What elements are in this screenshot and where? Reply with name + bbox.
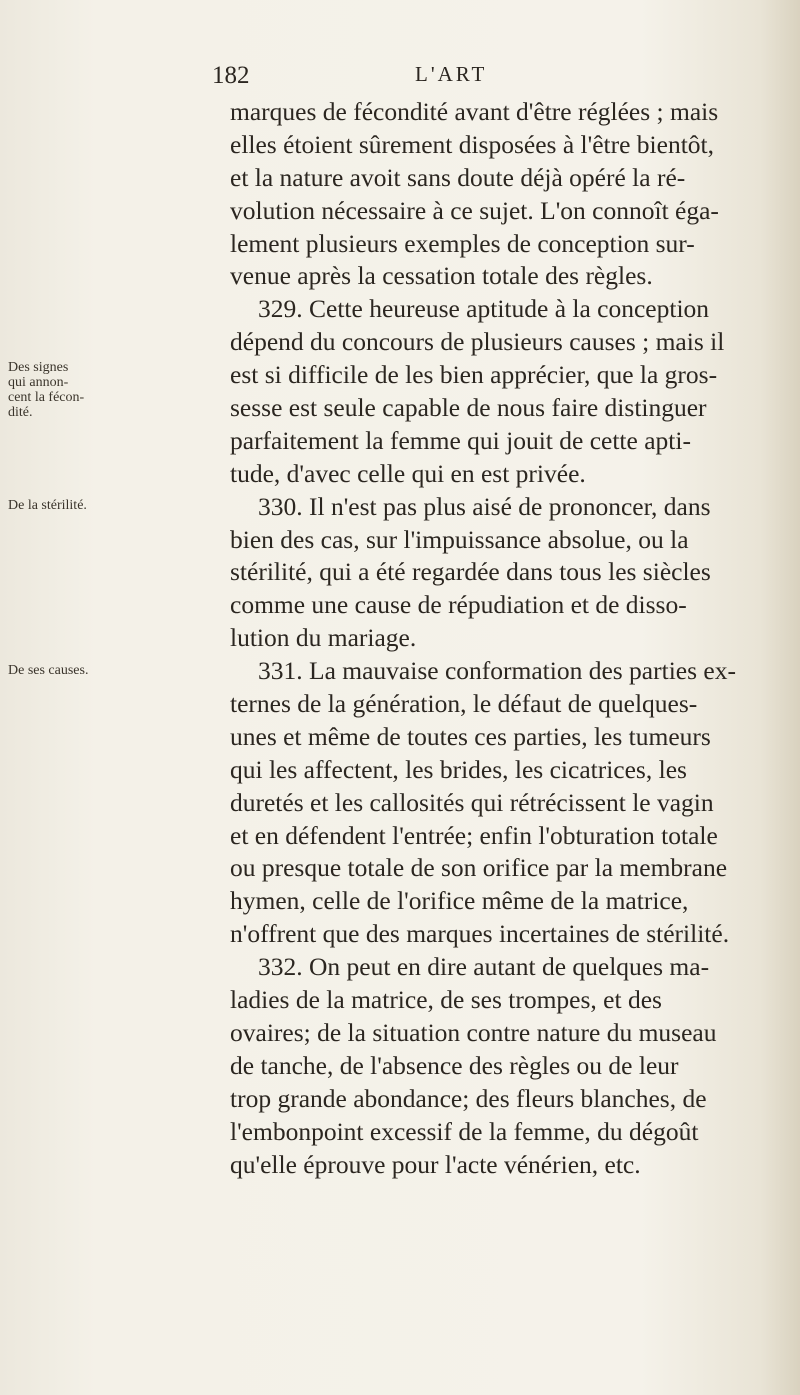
text-line: ladies de la matrice, de ses trompes, et des — [230, 985, 662, 1015]
text-line: sesse est seule capable de nous faire distinguer — [230, 393, 707, 423]
margin-note-sterilite — [8, 498, 120, 513]
margin-note-line: Des signes — [8, 360, 69, 375]
margin-note-line: cent la fécon- — [8, 390, 85, 405]
text-line: bien des cas, sur l'impuissance absolue, ou la — [230, 524, 689, 554]
text-line: ou presque totale de son orifice par la membrane — [230, 853, 728, 883]
text-line: parfaitement la femme qui jouit de cette apti- — [230, 425, 691, 455]
text-line: et la nature avoit sans doute déjà opéré la ré- — [230, 162, 686, 192]
paragraph-start-329: 329. Cette heureuse aptitude à la conception — [258, 294, 710, 324]
text-line: unes et même de toutes ces parties, les tumeurs — [230, 721, 711, 751]
margin-note-line: dité. — [8, 405, 33, 420]
paragraph-start-331: 331. La mauvaise conformation des parties ex- — [258, 656, 736, 686]
text-line: hymen, celle de l'orifice même de la matrice, — [230, 886, 689, 916]
text-line: trop grande abondance; des fleurs blanches, de — [230, 1083, 707, 1113]
margin-note-line: De la stérilité. — [8, 498, 87, 513]
text-line: duretés et les callosités qui rétrécissent le vagin — [230, 787, 714, 817]
margin-note-line: qui annon- — [8, 375, 69, 390]
paragraph-start-332: 332. On peut en dire autant de quelques ma- — [258, 952, 710, 982]
text-line: venue après la cessation totale des règles. — [230, 261, 653, 291]
text-line: qui les affectent, les brides, les cicatrices, les — [230, 754, 687, 784]
text-line: lution du mariage. — [230, 623, 417, 653]
margin-note-line: De ses causes. — [8, 663, 89, 678]
text-line: l'embonpoint excessif de la femme, du dégoût — [230, 1116, 699, 1146]
body-text — [230, 96, 775, 1181]
page-number: 182 — [212, 62, 250, 89]
text-line: qu'elle éprouve pour l'acte vénérien, etc. — [230, 1149, 641, 1179]
text-line: comme une cause de répudiation et de disso- — [230, 590, 687, 620]
text-line: stérilité, qui a été regardée dans tous les siècles — [230, 557, 711, 587]
text-line: lement plusieurs exemples de conception sur- — [230, 228, 695, 258]
text-line: ternes de la génération, le défaut de quelques- — [230, 689, 698, 719]
text-line: de tanche, de l'absence des règles ou de leur — [230, 1050, 679, 1080]
margin-note-causes — [8, 663, 120, 678]
text-line: volution nécessaire à ce sujet. L'on connoît éga- — [230, 195, 719, 225]
text-line: elles étoient sûrement disposées à l'être bientôt, — [230, 129, 714, 159]
running-head: L'ART — [415, 62, 488, 86]
text-line: et en défendent l'entrée; enfin l'obturation totale — [230, 820, 718, 850]
page-header — [0, 62, 800, 94]
text-line: est si difficile de les bien apprécier, que la gros- — [230, 360, 718, 390]
text-line: n'offrent que des marques incertaines de stérilité. — [230, 919, 730, 949]
text-line: marques de fécondité avant d'être réglées ; mais — [230, 97, 719, 126]
text-line: dépend du concours de plusieurs causes ; mais il — [230, 327, 725, 357]
text-line: tude, d'avec celle qui en est privée. — [230, 458, 586, 488]
margin-note-signes — [8, 360, 120, 420]
text-line: ovaires; de la situation contre nature du museau — [230, 1017, 717, 1047]
paragraph-start-330: 330. Il n'est pas plus aisé de prononcer, dans — [258, 491, 711, 521]
